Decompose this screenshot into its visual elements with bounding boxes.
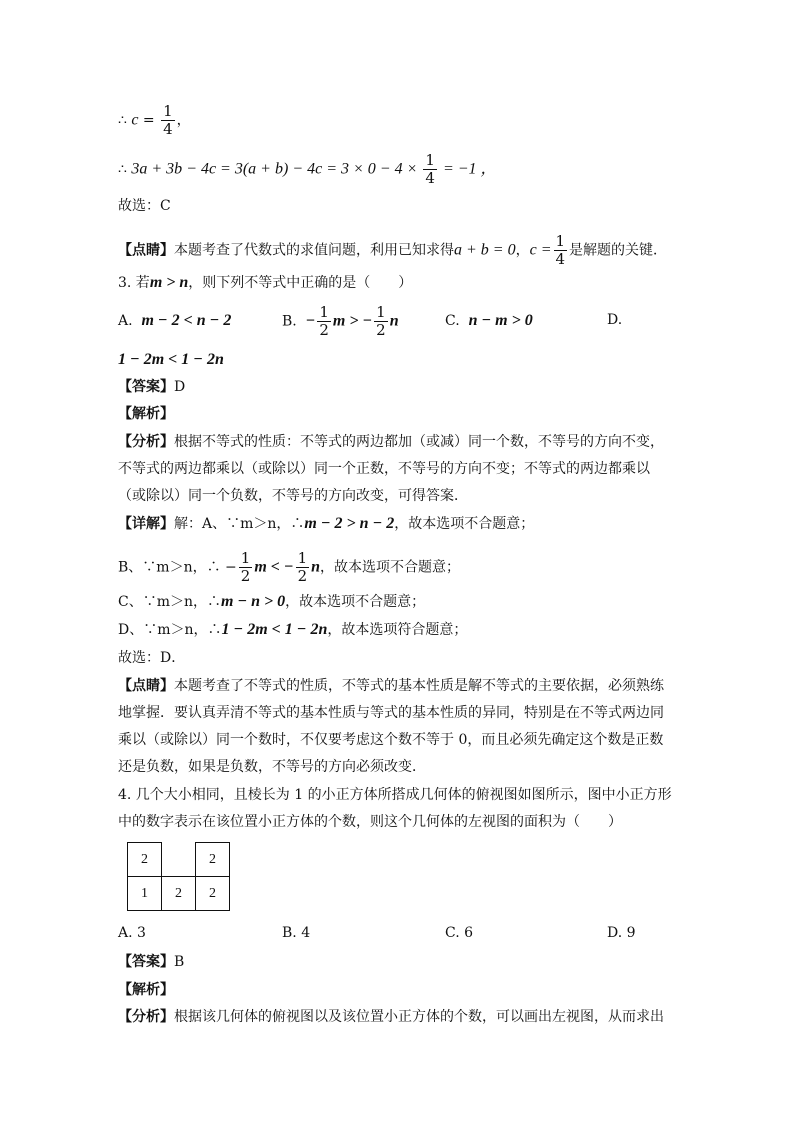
- note-line: 【点睛】本题考查了代数式的求值问题，利用已知求得a + b = 0，c = $\frac{1}{4}$ 是解题的关键．: [118, 232, 668, 268]
- option-b: B. − $\frac{1}{2}$ m > − $\frac{1}{2}$ n: [282, 303, 399, 339]
- detail-d: D、∵m＞n，∴1 − 2m < 1 − 2n，故本选项符合题意；: [118, 621, 468, 638]
- analysis-heading: 【解析】: [118, 407, 174, 422]
- option-4c: C. 6: [445, 925, 474, 941]
- analysis-3-line-2: 不等式的两边都乘以（或除以）同一个正数，不等号的方向不变；不等式的两边都乘以: [118, 461, 650, 477]
- option-4d: D. 9: [607, 925, 636, 941]
- answer-4: 【答案】B: [118, 954, 185, 970]
- fraction: $\frac{1}{4}$: [425, 151, 435, 187]
- detail-c: C、∵m＞n，∴m − n > 0，故本选项不合题意；: [118, 593, 426, 610]
- note-3-line-2: 地掌握．要认真弄清不等式的基本性质与等式的基本性质的异同，特别是在不等式两边同: [118, 705, 664, 721]
- note-3-line-1: 【点睛】本题考查了不等式的性质，不等式的基本性质是解不等式的主要依据，必须熟练: [118, 678, 664, 694]
- solution-line-expression: ∴ 3a + 3b − 4c = 3(a + b) − 4c = 3 × 0 − 4 × $\frac{1}{4}$ = −1 ，: [118, 151, 497, 187]
- question-4-line-1: 4. 几个大小相同，且棱长为 1 的小正方体所搭成几何体的俯视图如图所示，图中小正方形: [118, 787, 672, 803]
- analysis-3-line-3: （或除以）同一个负数，不等号的方向改变，可得答案．: [118, 488, 468, 504]
- option-d: D.: [607, 312, 623, 328]
- grid-cell: 2: [128, 843, 162, 877]
- grid-cell: 2: [196, 877, 230, 911]
- grid-cell: 1: [128, 877, 162, 911]
- option-4a: A. 3: [118, 925, 146, 941]
- choice-statement: 故选：C: [118, 198, 171, 214]
- top-view-grid: [127, 842, 230, 911]
- note-3-line-3: 乘以（或除以）同一个数时，不仅要考虑这个数不等于 0，而且必须先确定这个数是正数: [118, 732, 664, 748]
- grid-cell-empty: [162, 843, 196, 877]
- grid-cell: 2: [162, 877, 196, 911]
- detail-b: B、∵m＞n，∴ − $\frac{1}{2}$ m < − $\frac{1}{2}$ n，故本选项不合题意；: [118, 549, 461, 585]
- choice-statement-3: 故选：D．: [118, 650, 186, 666]
- analysis-4-line-1: 【分析】根据该几何体的俯视图以及该位置小正方体的个数，可以画出左视图，从而求出: [118, 1009, 664, 1025]
- question-3-stem: 3. 若m > n，则下列不等式中正确的是（ ）: [118, 274, 413, 291]
- question-4-line-2: 中的数字表示在该位置小正方体的个数，则这个几何体的左视图的面积为（ ）: [118, 814, 622, 830]
- option-c: C. n − m > 0: [445, 312, 533, 329]
- detail-a: 【详解】解：A、∵m＞n，∴m − 2 > n − 2，故本选项不合题意；: [118, 515, 535, 532]
- option-a: A. m − 2 < n − 2: [118, 312, 232, 329]
- answer-3: 【答案】D: [118, 379, 186, 395]
- fraction: $\frac{1}{4}$: [163, 102, 173, 138]
- grid-cell: 2: [196, 843, 230, 877]
- option-4b: B. 4: [282, 925, 311, 941]
- note-3-line-4: 还是负数，如果是负数，不等号的方向必须改变．: [118, 759, 426, 775]
- analysis-3-line-1: 【分析】根据不等式的性质：不等式的两边都加（或减）同一个数，不等号的方向不变，: [118, 434, 664, 450]
- analysis-heading-4: 【解析】: [118, 983, 174, 998]
- solution-line-c: ∴ c = $\frac{1}{4}$ ，: [118, 102, 191, 138]
- fraction: $\frac{1}{4}$: [555, 232, 566, 268]
- option-d-expression: 1 − 2m < 1 − 2n: [118, 351, 224, 368]
